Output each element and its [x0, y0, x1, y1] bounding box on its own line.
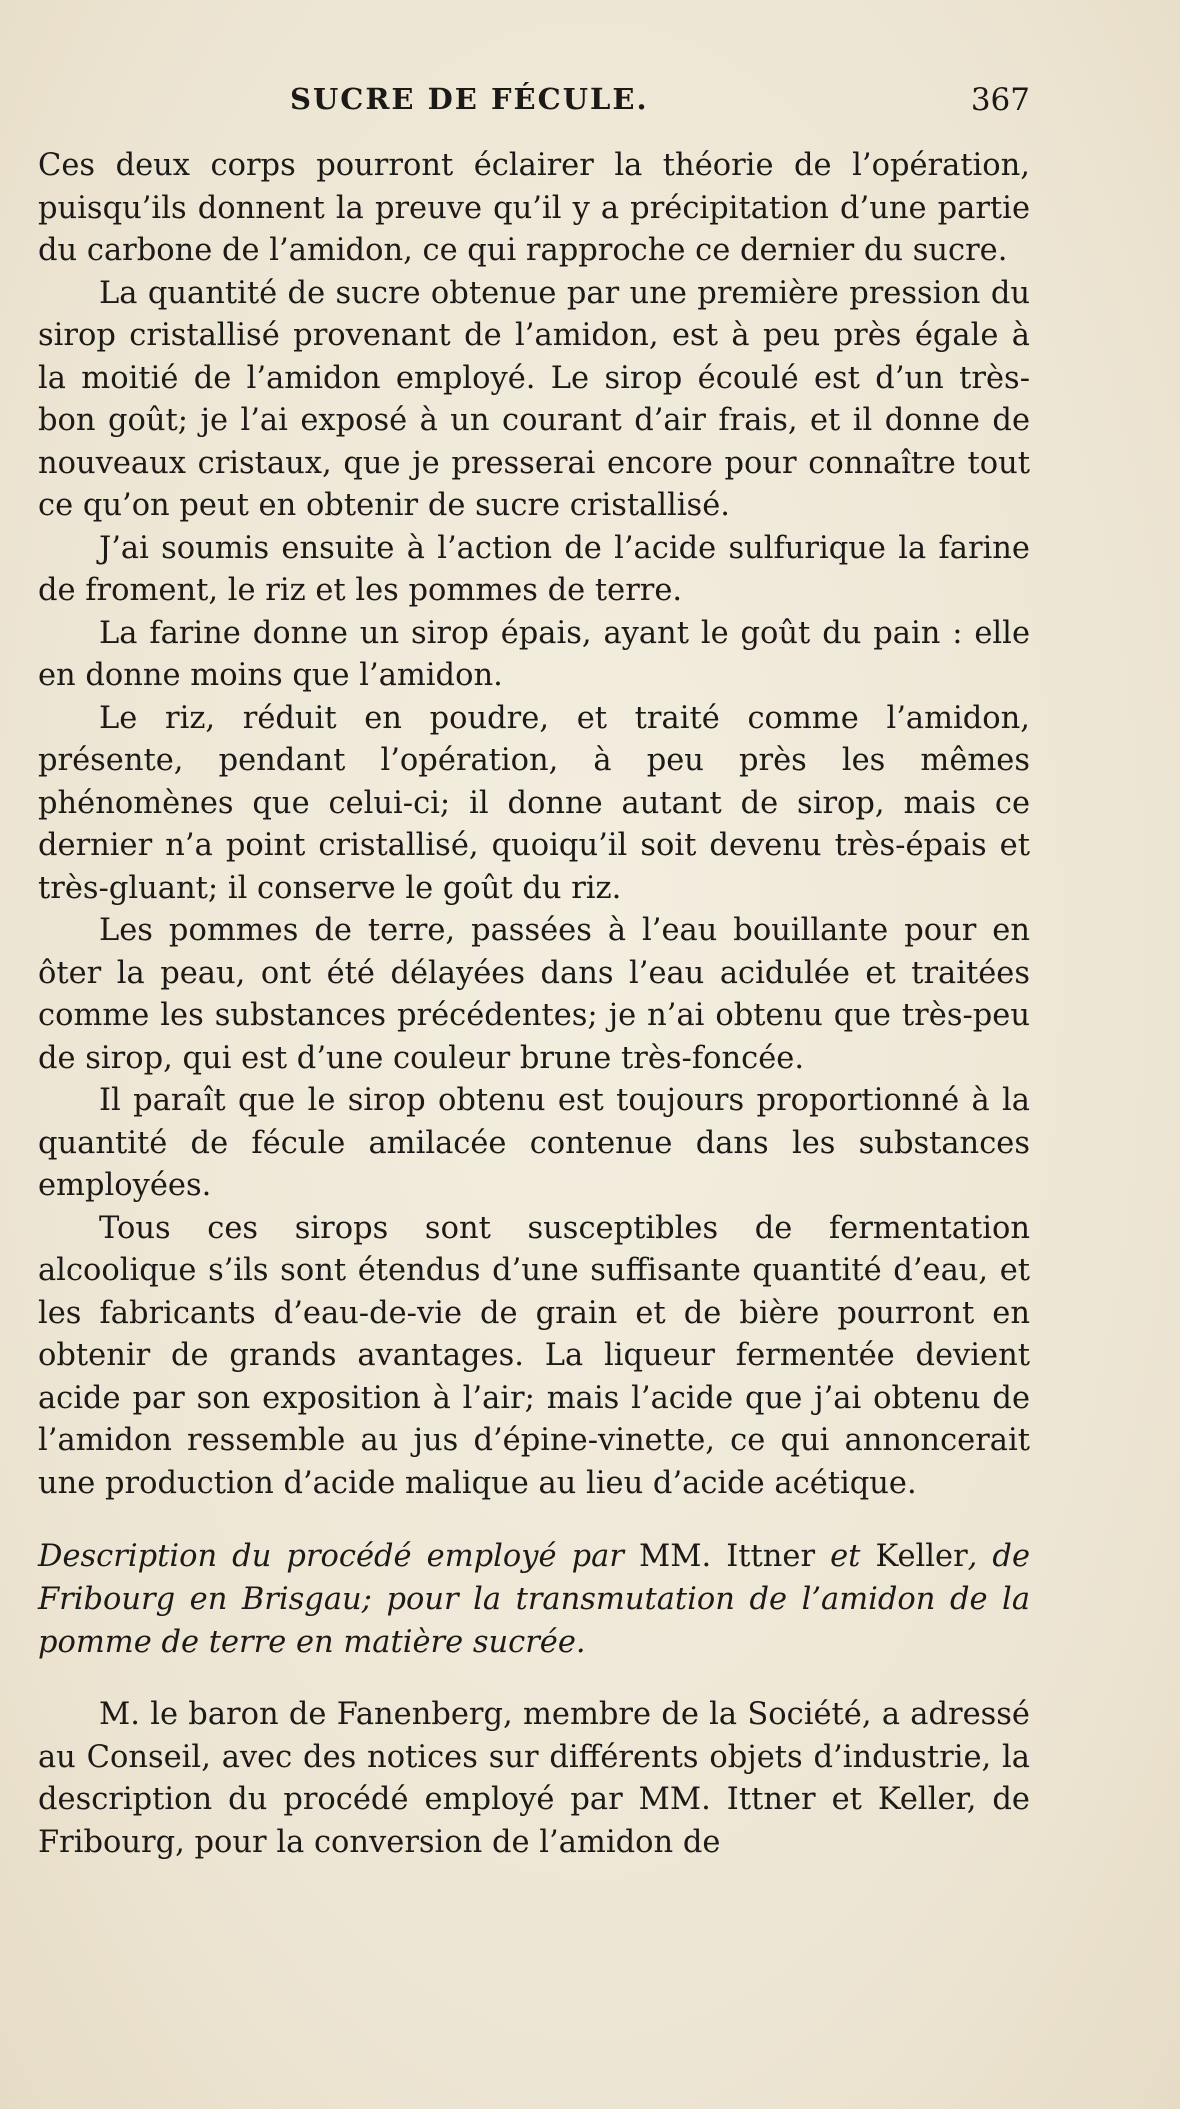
- paragraph: Ces deux corps pourront éclairer la théorie de l’opération, puisqu’ils donnent la preuve qu’il y a précipitation d’une partie du carbone de l’amidon, ce qui rapproche ce dernier du sucre.: [38, 148, 1030, 268]
- page-number: 367: [970, 82, 1030, 118]
- paragraph: M. le baron de Fanenberg, membre de la Société, a adressé au Conseil, avec des notices sur différents objets d’industrie, la description du procédé employé par MM. Ittner et Keller, de Fribourg, pour la conversion de l’amidon de: [38, 1697, 1030, 1860]
- page-header: [290, 82, 1030, 122]
- paragraph: Il paraît que le sirop obtenu est toujours proportionné à la quantité de fécule amilacée contenue dans les substances employées.: [38, 1083, 1030, 1203]
- heading-text: , de Fribourg en Brisgau; pour la transmutation de l’amidon de la pomme de terre en matière sucrée.: [38, 1539, 1030, 1660]
- heading-names: MM. Ittner: [638, 1539, 816, 1574]
- section-heading: [38, 1535, 1030, 1664]
- paragraph: J’ai soumis ensuite à l’action de l’acide sulfurique la farine de froment, le riz et les pommes de terre.: [38, 530, 1030, 608]
- paragraph: La farine donne un sirop épais, ayant le goût du pain : elle en donne moins que l’amidon.: [38, 615, 1030, 693]
- paragraph: Tous ces sirops sont susceptibles de fermentation alcoolique s’ils sont étendus d’une suffisante quantité d’eau, et les fabricants d’eau-de-vie de grain et de bière pourront en obtenir de grands avantages. La liqueur fermentée devient acide par son exposition à l’air; mais l’acide que j’ai obtenu de l’amidon ressemble au jus d’épine-vinette, ce qui annoncerait une production d’acide malique au lieu d’acide acétique.: [38, 1210, 1030, 1501]
- body-text: [38, 145, 1030, 1864]
- paragraph: Le riz, réduit en poudre, et traité comme l’amidon, présente, pendant l’opération, à peu près les mêmes phénomènes que celui-ci; il donne autant de sirop, mais ce dernier n’a point cristallisé, quoiqu’il soit devenu très-épais et très-gluant; il conserve le goût du riz.: [38, 700, 1030, 906]
- heading-text: Description du procédé employé par: [38, 1539, 639, 1574]
- paragraph: Les pommes de terre, passées à l’eau bouillante pour en ôter la peau, ont été délayées dans l’eau acidulée et traitées comme les substances précédentes; je n’ai obtenu que très-peu de sirop, qui est d’une couleur brune très-foncée.: [38, 913, 1030, 1076]
- heading-text: et: [815, 1539, 876, 1574]
- heading-names: Keller: [875, 1539, 968, 1574]
- running-title: SUCRE DE FÉCULE.: [290, 82, 649, 116]
- paragraph: La quantité de sucre obtenue par une première pression du sirop cristallisé provenant de l’amidon, est à peu près égale à la moitié de l’amidon employé. Le sirop écoulé est d’un très-bon goût; je l’ai exposé à un courant d’air frais, et il donne de nouveaux cristaux, que je presserai encore pour connaître tout ce qu’on peut en obtenir de sucre cristallisé.: [38, 275, 1030, 523]
